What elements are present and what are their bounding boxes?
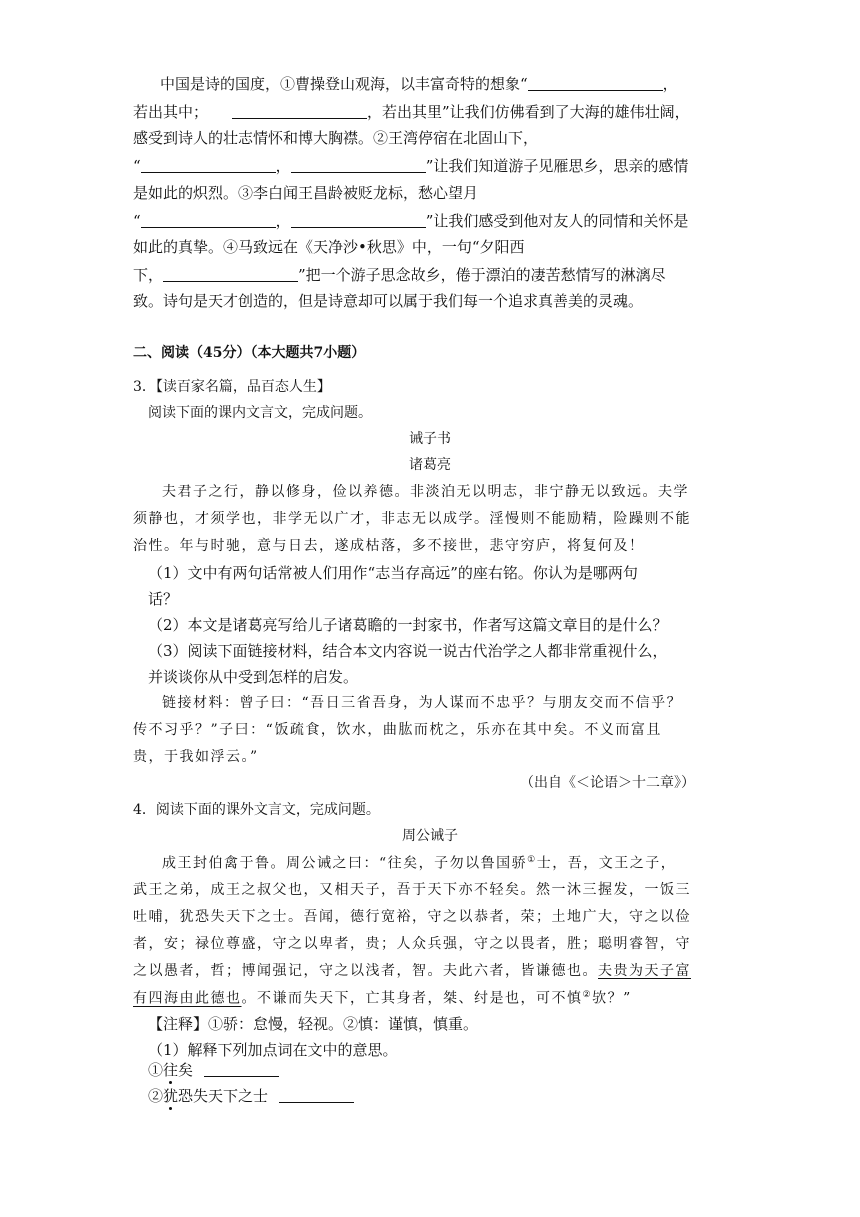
zhougong-text-line-6: 有四海由此德也。不谦而失天下，亡其身者，桀、纣是也，可不慎②欤？” bbox=[133, 990, 632, 1007]
question-4-sub-1: （1）解释下列加点词在文中的意思。 bbox=[148, 1041, 398, 1059]
question-3-intro: 阅读下面的课内文言文，完成问题。 bbox=[148, 405, 372, 421]
source-citation: （出自《＜论语＞十二章》） bbox=[520, 775, 695, 791]
text-author: 诸葛亮 bbox=[409, 457, 451, 473]
question-4-title: 4．阅读下面的课外文言文，完成问题。 bbox=[133, 802, 380, 818]
link-material-line-2: 传不习乎？”子曰：“饭疏食，饮水，曲肱而枕之，乐亦在其中矣。不义而富且 bbox=[133, 722, 662, 738]
paragraph-line-2: 若出其中； ，若出其里”让我们仿佛看到了大海的雄伟壮阔， bbox=[133, 103, 690, 121]
paragraph-line-4: “ ， ”让我们知道游子见雁思乡，思亲的感情 bbox=[133, 157, 689, 175]
text-title-zhougong: 周公诫子 bbox=[402, 828, 458, 844]
paragraph-line-5: 是如此的炽烈。③李白闻王昌龄被贬龙标，愁心望月 bbox=[133, 184, 479, 202]
underlined-sentence-part-1: 夫贵为天子富 bbox=[598, 963, 691, 979]
answer-blank-6[interactable] bbox=[291, 213, 426, 228]
paragraph-line-1: 中国是诗的国度，①曹操登山观海，以丰富奇特的想象“ ， bbox=[160, 75, 678, 93]
note-marker-2: ② bbox=[582, 990, 593, 1000]
zhougong-text-line-3: 吐哺，犹恐失天下之士。吾闻，德行宽裕，守之以恭者，荣；土地广大，守之以俭 bbox=[133, 909, 691, 925]
zhougong-text-line-1: 成王封伯禽于鲁。周公诫之曰：“往矣，子勿以鲁国骄①士，吾，文王之子， bbox=[162, 855, 677, 872]
answer-blank-1[interactable] bbox=[528, 76, 663, 91]
vocab-answer-blank-2[interactable] bbox=[279, 1088, 354, 1103]
answer-blank-5[interactable] bbox=[141, 213, 276, 228]
dotted-word-2: 犹 bbox=[163, 1087, 179, 1105]
zhougong-text-line-4: 者，安；禄位尊盛，守之以卑者，贵；人众兵强，守之以畏者，胜；聪明睿智，守 bbox=[133, 936, 691, 952]
vocab-answer-blank-1[interactable] bbox=[204, 1062, 279, 1077]
link-material-line-3: 贵，于我如浮云。” bbox=[133, 749, 259, 765]
paragraph-line-7: 如此的真挚。④马致远在《天净沙•秋思》中，一句“夕阳西 bbox=[133, 238, 525, 256]
question-3-sub-3: （3）阅读下面链接材料，结合本文内容说一说古代治学之人都非常重视什么， bbox=[148, 642, 668, 660]
answer-blank-2[interactable] bbox=[232, 104, 367, 119]
paragraph-line-8: 下， ”把一个游子思念故乡，倦于漂泊的凄苦愁情写的淋漓尽 bbox=[133, 266, 666, 284]
classical-text-line-3: 治性。年与时驰，意与日去，遂成枯落，多不接世，悲守穷庐，将复何及！ bbox=[133, 538, 645, 554]
question-3-sub-1: （1）文中有两句话常被人们用作“志当存高远”的座右铭。你认为是哪两句 bbox=[148, 564, 638, 582]
note-marker-1: ① bbox=[527, 855, 537, 865]
annotation-notes: 【注释】①骄：怠慢，轻视。②慎：谨慎，慎重。 bbox=[148, 1015, 479, 1033]
answer-blank-4[interactable] bbox=[291, 158, 426, 173]
vocab-item-1: ①往矣 bbox=[148, 1062, 279, 1078]
underlined-sentence-part-2: 有四海由此德也 bbox=[133, 990, 242, 1007]
answer-blank-7[interactable] bbox=[163, 267, 298, 282]
question-3-sub-1-cont: 话？ bbox=[148, 590, 179, 608]
question-3-sub-2: （2）本文是诸葛亮写给儿子诸葛瞻的一封家书，作者写这篇文章目的是什么？ bbox=[148, 616, 668, 634]
dotted-word-1: 往 bbox=[163, 1061, 179, 1079]
vocab-item-2: ②犹恐失天下之士 bbox=[148, 1088, 354, 1104]
paragraph-line-3: 感受到诗人的壮志情怀和博大胸襟。②王湾停宿在北固山下， bbox=[133, 129, 539, 147]
question-3-sub-3-cont: 并谈谈你从中受到怎样的启发。 bbox=[148, 668, 359, 686]
link-material-line-1: 链接材料：曾子曰：“吾日三省吾身，为人谋而不忠乎？与朋友交而不信乎？ bbox=[162, 695, 683, 711]
section-heading: 二、阅读（45分）（本大题共7小题） bbox=[133, 345, 366, 361]
question-3-title: 3．【读百家名篇，品百态人生】 bbox=[133, 379, 331, 395]
zhougong-text-line-5: 之以愚者，哲；博闻强记，守之以浅者，智。夫此六者，皆谦德也。夫贵为天子富 bbox=[133, 963, 691, 979]
answer-blank-3[interactable] bbox=[141, 158, 276, 173]
paragraph-line-9: 致。诗句是天才创造的，但是诗意却可以属于我们每一个追求真善美的灵魂。 bbox=[133, 292, 644, 310]
paragraph-line-6: “ ， ”让我们感受到他对友人的同情和关怀是 bbox=[133, 212, 689, 230]
text-title-jiezishu: 诫子书 bbox=[409, 431, 451, 447]
zhougong-text-line-2: 武王之弟，成王之叔父也，又相天子，吾于天下亦不轻矣。然一沐三握发，一饭三 bbox=[133, 882, 691, 898]
classical-text-line-2: 须静也，才须学也，非学无以广才，非志无以成学。淫慢则不能励精，险躁则不能 bbox=[133, 511, 691, 527]
classical-text-line-1: 夫君子之行，静以修身，俭以养德。非淡泊无以明志，非宁静无以致远。夫学 bbox=[162, 484, 689, 500]
